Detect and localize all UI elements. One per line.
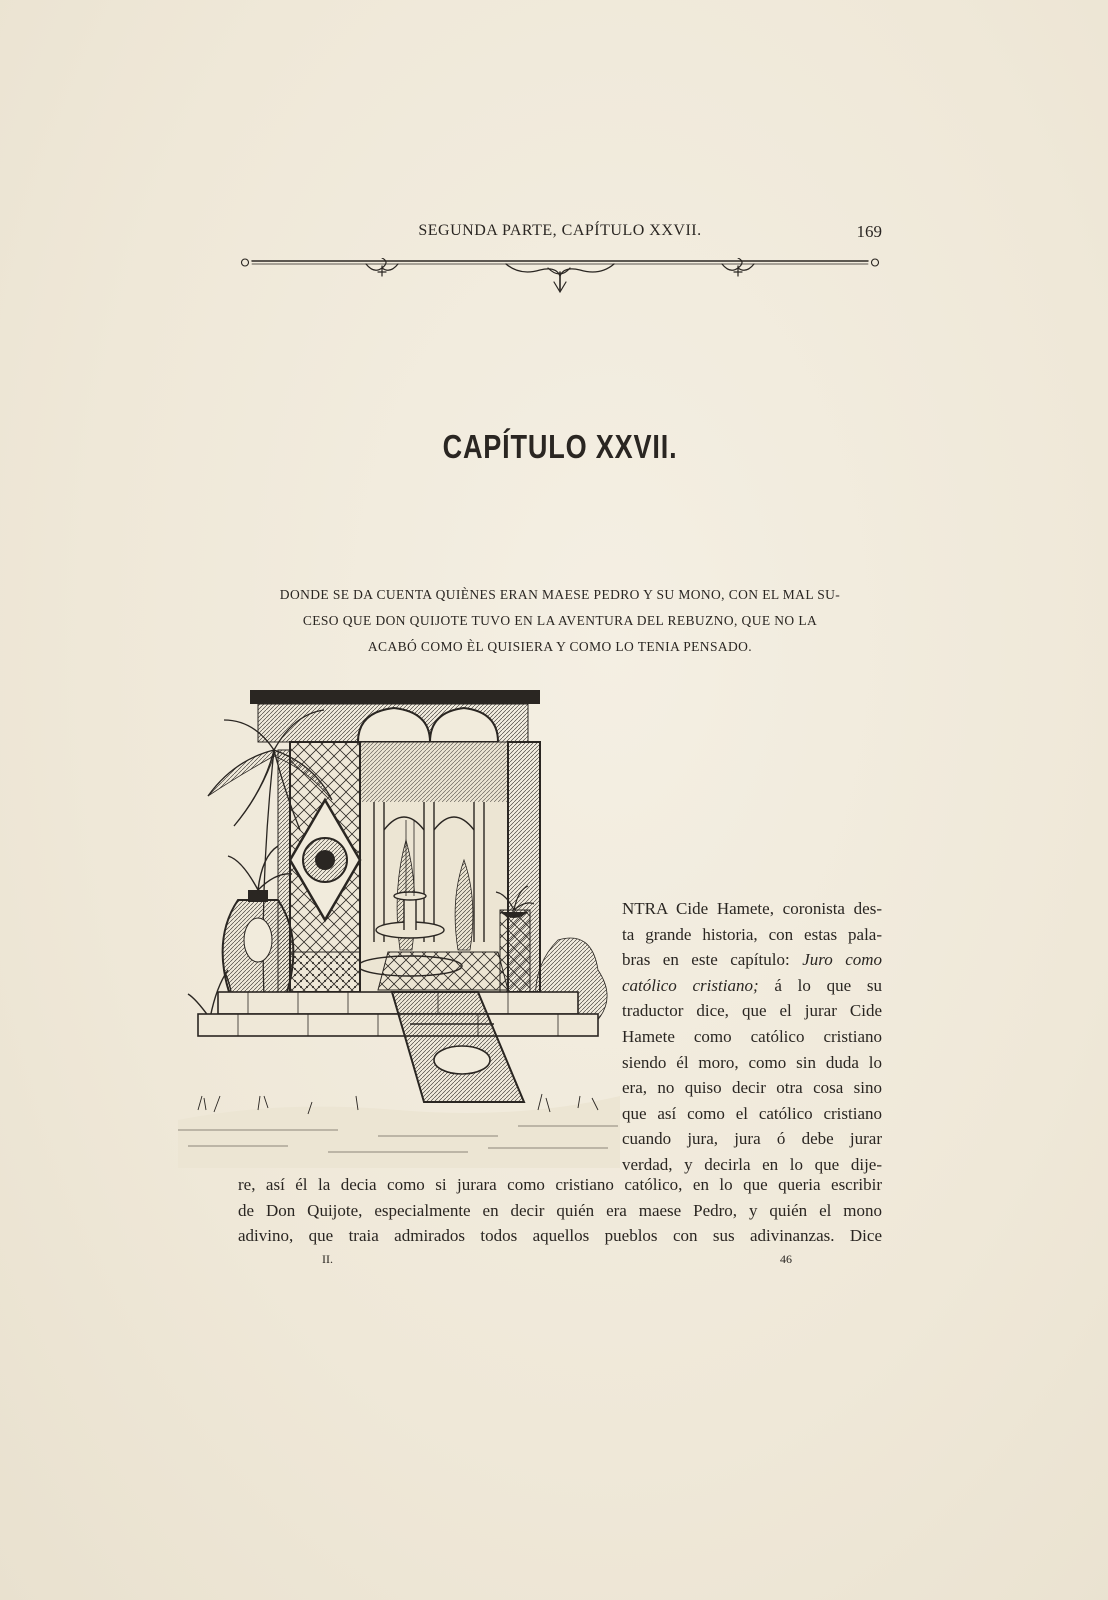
text-span: bras en este capítulo: xyxy=(622,950,790,970)
signature-mark: 46 xyxy=(780,1252,792,1266)
text-span: á lo que su xyxy=(758,975,882,995)
text-line: cuando jura, jura ó debe jurar xyxy=(622,1129,882,1149)
text-line: siendo él moro, como sin duda lo xyxy=(622,1052,882,1072)
text-line xyxy=(622,973,882,999)
text-line xyxy=(622,947,882,973)
page-number: 169 xyxy=(856,222,882,241)
text-full-width xyxy=(238,1172,882,1249)
summary-line: ACABÓ COMO ÈL QUISIERA Y COMO LO TENIA PENSADO. xyxy=(367,639,753,654)
text-line: adivino, que traia admirados todos aquellos pueblos con sus adivinanzas. Dice xyxy=(238,1226,882,1246)
chapter-title: CAPÍTULO XXVII. xyxy=(442,428,678,465)
ornamental-rule xyxy=(238,258,882,298)
volume-mark: II. xyxy=(322,1252,333,1266)
text-beside-illustration xyxy=(622,896,882,1178)
text-line: NTRA Cide Hamete, coronista des- xyxy=(622,899,882,918)
text-line: ta grande historia, con estas pala- xyxy=(622,924,882,944)
text-line: Hamete como católico cristiano xyxy=(622,1026,882,1046)
text-line: de Don Quijote, especialmente en decir quién era maese Pedro, y quién el mono xyxy=(238,1200,882,1220)
running-title: SEGUNDA PARTE, CAPÍTULO XXVII. xyxy=(418,222,702,239)
text-line: traductor dice, que el jurar Cide xyxy=(622,1001,882,1021)
summary-line: DONDE SE DA CUENTA QUIÈNES ERAN MAESE PEDRO Y SU MONO, CON EL MAL SU- xyxy=(279,587,841,602)
text-line: re, así él la decia como si jurara como cristiano católico, en lo que queria escribir xyxy=(238,1175,882,1194)
engraving-illustration xyxy=(178,690,620,1168)
italic-span: Juro como xyxy=(802,950,883,970)
text-line: que así como el católico cristiano xyxy=(622,1103,882,1123)
running-head xyxy=(238,222,882,246)
chapter-summary xyxy=(238,582,882,660)
text-line: verdad, y decirla en lo que dije- xyxy=(622,1154,882,1174)
text-line: era, no quiso decir otra cosa sino xyxy=(622,1078,882,1098)
summary-line: CESO QUE DON QUIJOTE TUVO EN LA AVENTURA DEL REBUZNO, QUE NO LA xyxy=(302,613,818,628)
italic-span: católico cristiano; xyxy=(622,975,759,995)
